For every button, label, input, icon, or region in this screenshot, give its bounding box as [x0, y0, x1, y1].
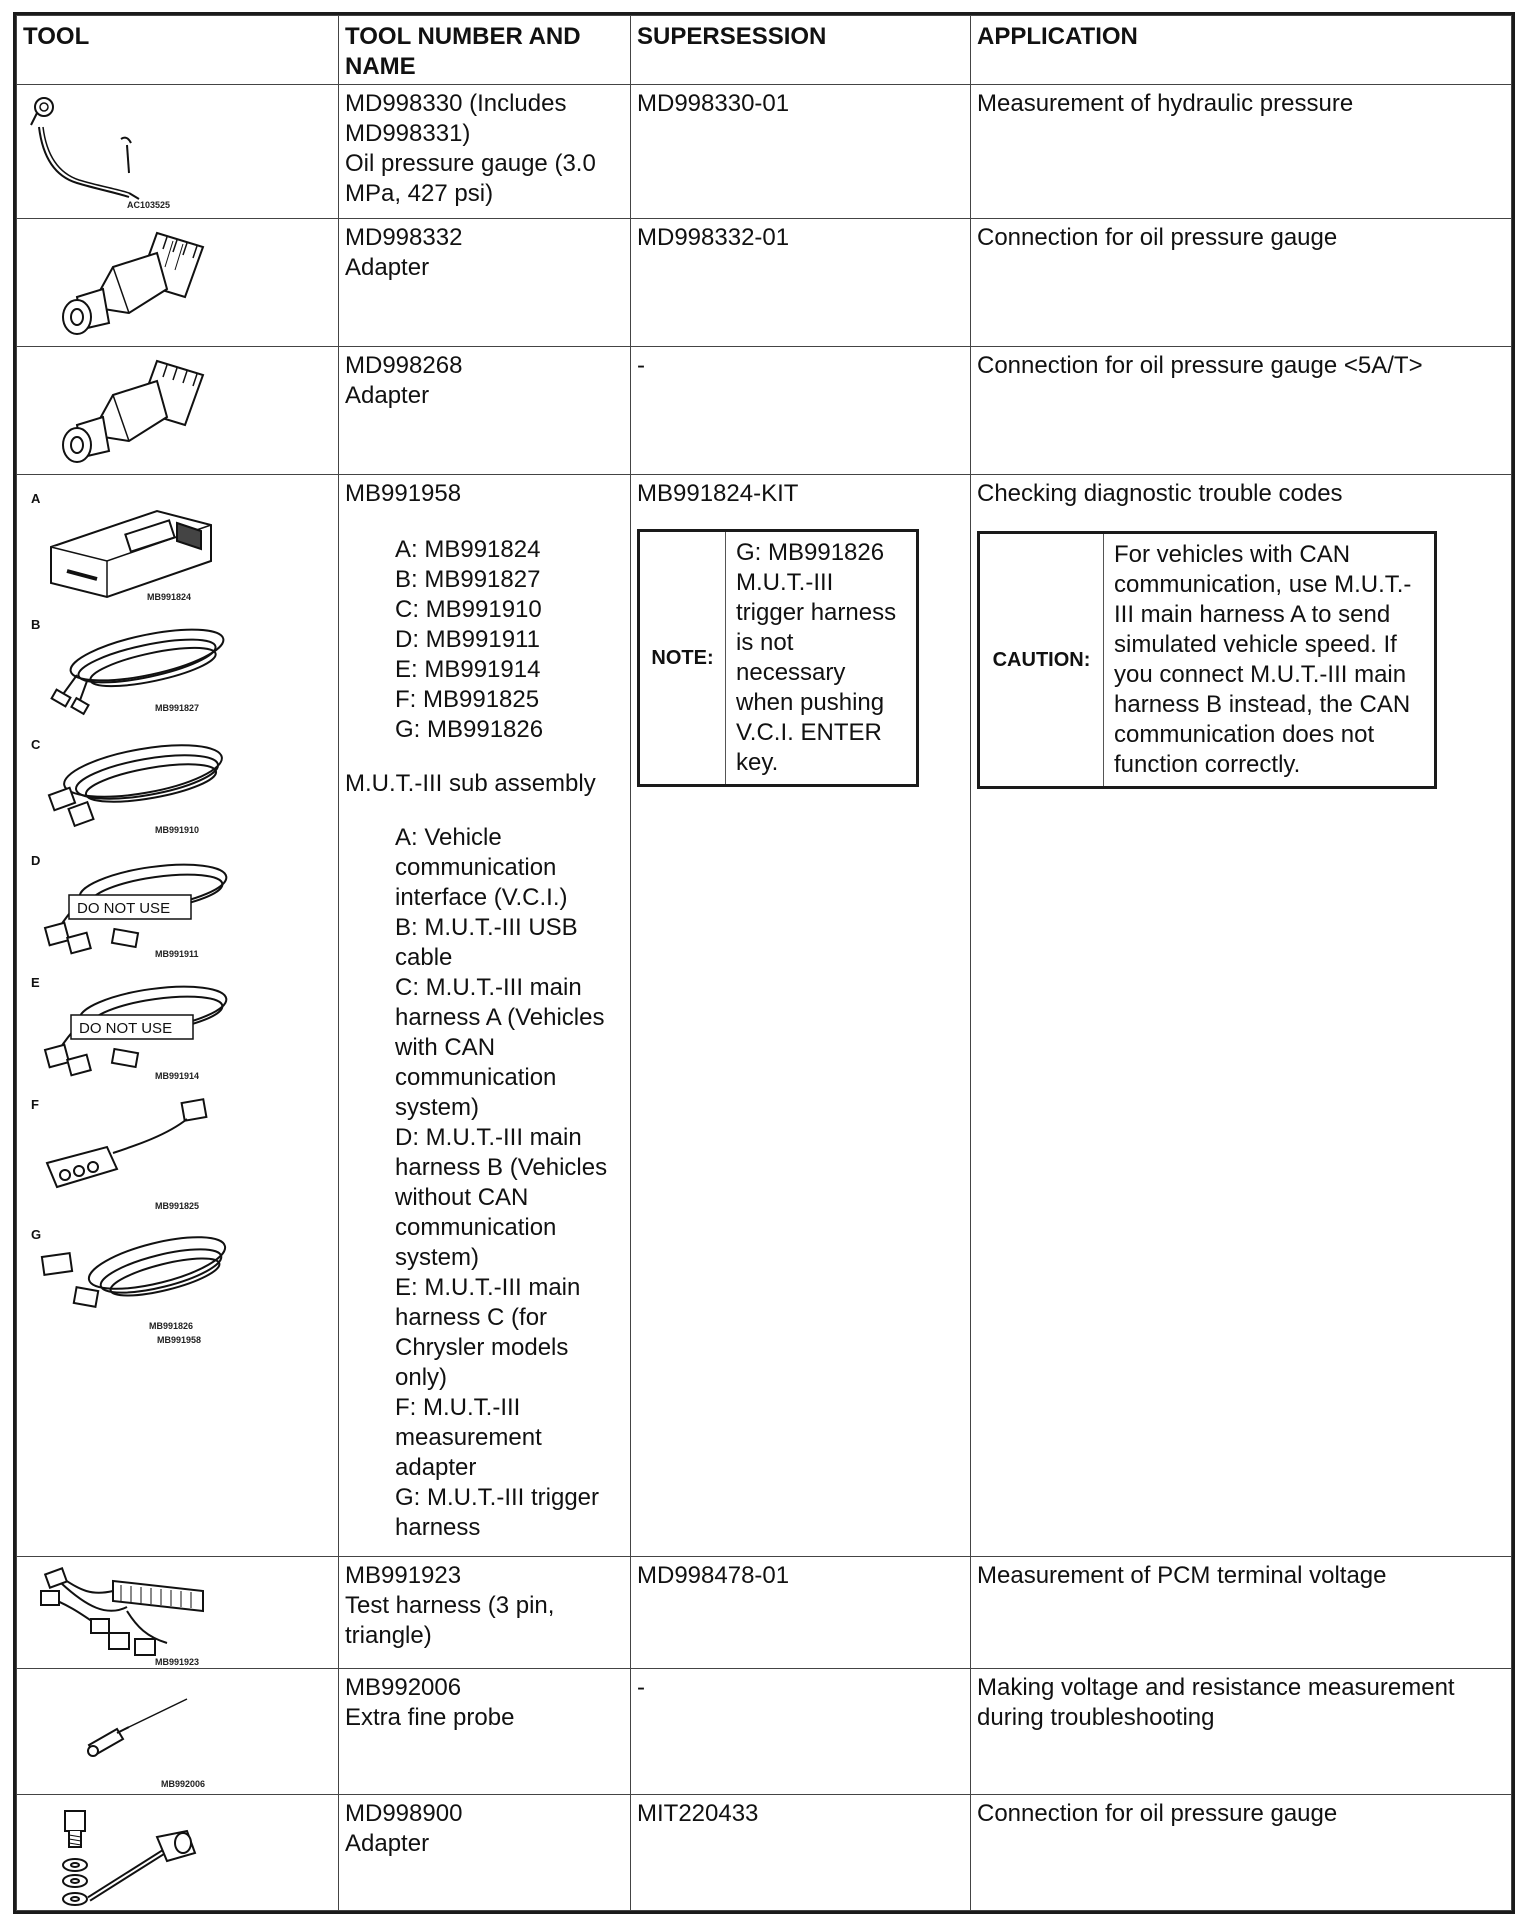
- item-label: MB991825: [155, 1201, 200, 1211]
- caution-text: For vehicles with CAN communication, use M.U.T.-III main harness A to send simulated vehicle speed. If you connect M.U.T.-III main harness B instead, the CAN communication does not function correctly.: [1114, 541, 1412, 778]
- test-harness-illustration: [17, 1557, 339, 1669]
- adapter-kit-illustration: [17, 1795, 339, 1919]
- sub-parts-list: [345, 823, 624, 1543]
- special-tools-table-frame: [13, 12, 1515, 1914]
- tool-image-oil-pressure-gauge: [17, 85, 339, 219]
- item-label: MB991827: [155, 703, 200, 713]
- item-letter: C: [31, 737, 41, 752]
- do-not-use-text: DO NOT USE: [77, 900, 171, 917]
- supersession: MD998332-01: [631, 219, 971, 347]
- list-item: G: MB991826: [395, 716, 544, 743]
- tool-number-and-name: MD998268 Adapter: [339, 347, 631, 475]
- item-letter: B: [31, 617, 41, 632]
- application: Connection for oil pressure gauge <5A/T>: [971, 347, 1512, 475]
- table-row: [17, 347, 1512, 475]
- image-footer-label: MB991958: [157, 1335, 202, 1345]
- list-item: A: MB991824: [395, 536, 541, 563]
- tool-number-and-name: MD998332 Adapter: [339, 219, 631, 347]
- item-label: MB991826: [149, 1321, 194, 1331]
- adapter-illustration: [17, 347, 339, 475]
- supersession: -: [631, 347, 971, 475]
- caution-label: CAUTION:: [980, 534, 1104, 786]
- list-item: C: MB991910: [395, 596, 542, 623]
- application: Making voltage and resistance measurement during troubleshooting: [971, 1669, 1512, 1795]
- tool-number: MB991958: [345, 480, 462, 507]
- tool-number-and-name: [339, 475, 631, 1557]
- list-item: B: M.U.T.-III USB cable: [395, 914, 578, 971]
- tool-number-and-name: MD998900 Adapter: [339, 1795, 631, 1911]
- note-text: G: MB991826 M.U.T.-III trigger harness is not necessary when pushing V.C.I. ENTER key.: [736, 539, 897, 776]
- tool-number-and-name: MD998330 (Includes MD998331) Oil pressure gauge (3.0 MPa, 427 psi): [339, 85, 631, 219]
- note-label: NOTE:: [640, 532, 726, 784]
- header-tool: TOOL: [17, 16, 339, 85]
- tool-image-adapter: [17, 219, 339, 347]
- table-row: [17, 1669, 1512, 1795]
- tool-number-and-name: MB992006 Extra fine probe: [339, 1669, 631, 1795]
- list-item: B: MB991827: [395, 566, 541, 593]
- header-supersession: SUPERSESSION: [631, 16, 971, 85]
- item-letter: E: [31, 975, 40, 990]
- tool-image-test-harness: [17, 1557, 339, 1669]
- application: Measurement of PCM terminal voltage: [971, 1557, 1512, 1669]
- table-row: [17, 1795, 1512, 1911]
- tool-image-adapter-md998900: [17, 1795, 339, 1911]
- application: Connection for oil pressure gauge: [971, 219, 1512, 347]
- supersession: [631, 475, 971, 1557]
- do-not-use-text: DO NOT USE: [79, 1020, 173, 1037]
- table-row: [17, 219, 1512, 347]
- list-item: C: M.U.T.-III main harness A (Vehicles with CAN communication system): [395, 974, 605, 1121]
- item-label: MB991824: [147, 592, 192, 602]
- header-row: [17, 16, 1512, 85]
- table-row: [17, 1557, 1512, 1669]
- oil-pressure-gauge-illustration: [17, 85, 339, 219]
- tool-number-and-name: MB991923 Test harness (3 pin, triangle): [339, 1557, 631, 1669]
- table-row: [17, 475, 1512, 1557]
- tool-image-extra-fine-probe: [17, 1669, 339, 1795]
- tool-image-adapter-5at: [17, 347, 339, 475]
- item-letter: A: [31, 491, 41, 506]
- list-item: E: MB991914: [395, 656, 541, 683]
- list-item: A: Vehicle communication interface (V.C.I.): [395, 824, 568, 911]
- supersession: MIT220433: [631, 1795, 971, 1911]
- item-label: MB991910: [155, 825, 200, 835]
- list-item: F: M.U.T.-III measurement adapter: [395, 1394, 542, 1481]
- supersession: MD998478-01: [631, 1557, 971, 1669]
- item-label: MB991914: [155, 1071, 200, 1081]
- list-item: G: M.U.T.-III trigger harness: [395, 1484, 600, 1541]
- caution-box: [977, 531, 1437, 789]
- special-tools-table: [16, 15, 1512, 1911]
- extra-fine-probe-illustration: [17, 1669, 339, 1795]
- supersession: MD998330-01: [631, 85, 971, 219]
- application: Connection for oil pressure gauge: [971, 1795, 1512, 1911]
- application: Measurement of hydraulic pressure: [971, 85, 1512, 219]
- image-label: AC103525: [127, 200, 171, 210]
- header-tool-number-and-name: TOOL NUMBER AND NAME: [339, 16, 631, 85]
- list-item: F: MB991825: [395, 686, 540, 713]
- supersession: -: [631, 1669, 971, 1795]
- item-letter: G: [31, 1227, 42, 1242]
- item-label: MB991911: [155, 949, 199, 959]
- application: [971, 475, 1512, 1557]
- sub-assembly-title: M.U.T.-III sub assembly: [345, 770, 596, 797]
- item-letter: D: [31, 853, 41, 868]
- list-item: D: MB991911: [395, 626, 540, 653]
- supersession-value: MB991824-KIT: [637, 480, 799, 507]
- item-letter: F: [31, 1097, 39, 1112]
- table-row: [17, 85, 1512, 219]
- image-label: MB992006: [161, 1779, 206, 1789]
- mut-iii-components-illustration: [17, 475, 339, 1557]
- note-box: [637, 529, 919, 787]
- adapter-illustration: [17, 219, 339, 347]
- header-application: APPLICATION: [971, 16, 1512, 85]
- image-label: MB991923: [155, 1657, 200, 1667]
- parts-list: [345, 535, 624, 745]
- application-value: Checking diagnostic trouble codes: [977, 480, 1343, 507]
- tool-image-mut-iii-set: [17, 475, 339, 1557]
- list-item: E: M.U.T.-III main harness C (for Chrysler models only): [395, 1274, 581, 1391]
- list-item: D: M.U.T.-III main harness B (Vehicles without CAN communication system): [395, 1124, 608, 1271]
